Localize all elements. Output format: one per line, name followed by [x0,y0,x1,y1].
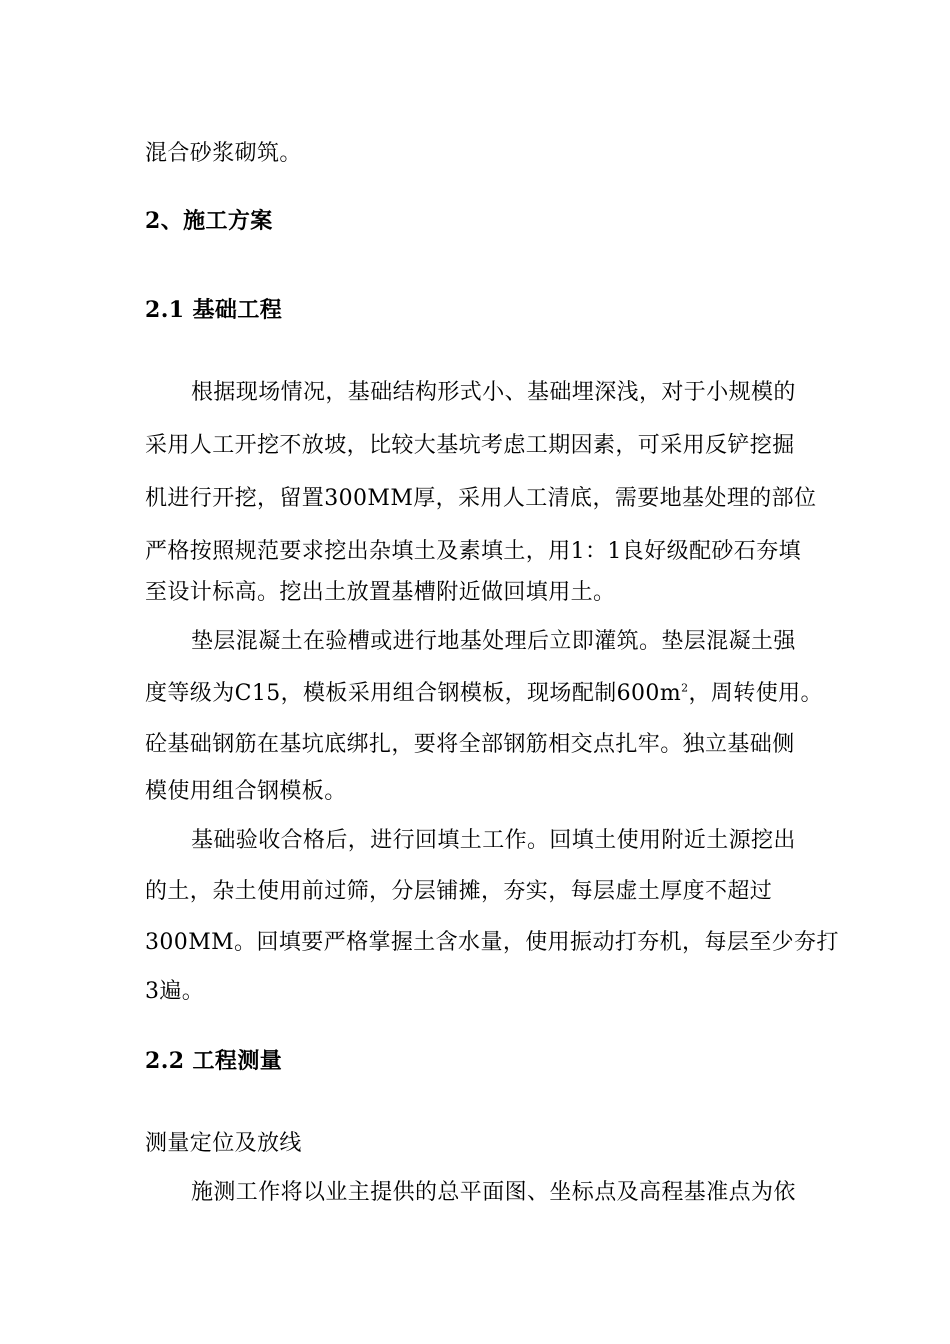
text-line: 至设计标高。挖出土放置基槽附近做回填用土。 [145,580,616,605]
text-line: 严格按照规范要求挖出杂填土及素填土，用1：1良好级配砂石夯填 [145,539,801,564]
text-line: 3遍。 [145,979,205,1004]
section-2-2-heading: 2.2 工程测量 [145,1048,283,1074]
text-line: 模使用组合钢模板。 [145,779,347,804]
text-line: 基础验收合格后，进行回填土工作。回填土使用附近土源挖出 [191,828,796,853]
text-segment: 度等级为C15，模板采用组合钢模板，现场配制600m [145,681,682,706]
text-line: 根据现场情况，基础结构形式小、基础埋深浅，对于小规模的 [191,380,796,405]
superscript-unit: 2 [681,681,689,695]
text-segment: ，周转使用。 [688,681,823,706]
text-line: 施测工作将以业主提供的总平面图、坐标点及高程基准点为依 [191,1180,796,1205]
continuation-text: 混合砂浆砌筑。 [145,141,302,166]
section-2-heading: 2、施工方案 [145,208,273,234]
text-line: 采用人工开挖不放坡，比较大基坑考虑工期因素，可采用反铲挖掘 [145,433,795,458]
text-line [145,679,823,709]
text-line: 300MM。回填要严格掌握土含水量，使用振动打夯机，每层至少夯打 [145,930,839,955]
text-line: 机进行开挖，留置300MM厚，采用人工清底，需要地基处理的部位 [145,486,817,511]
section-2-1-heading: 2.1 基础工程 [145,297,283,323]
text-line: 垫层混凝土在验槽或进行地基处理后立即灌筑。垫层混凝土强 [191,629,796,654]
subsection-title: 测量定位及放线 [145,1131,302,1156]
text-line: 砼基础钢筋在基坑底绑扎，要将全部钢筋相交点扎牢。独立基础侧 [145,732,795,757]
text-line: 的土，杂土使用前过筛，分层铺摊，夯实，每层虚土厚度不超过 [145,879,773,904]
